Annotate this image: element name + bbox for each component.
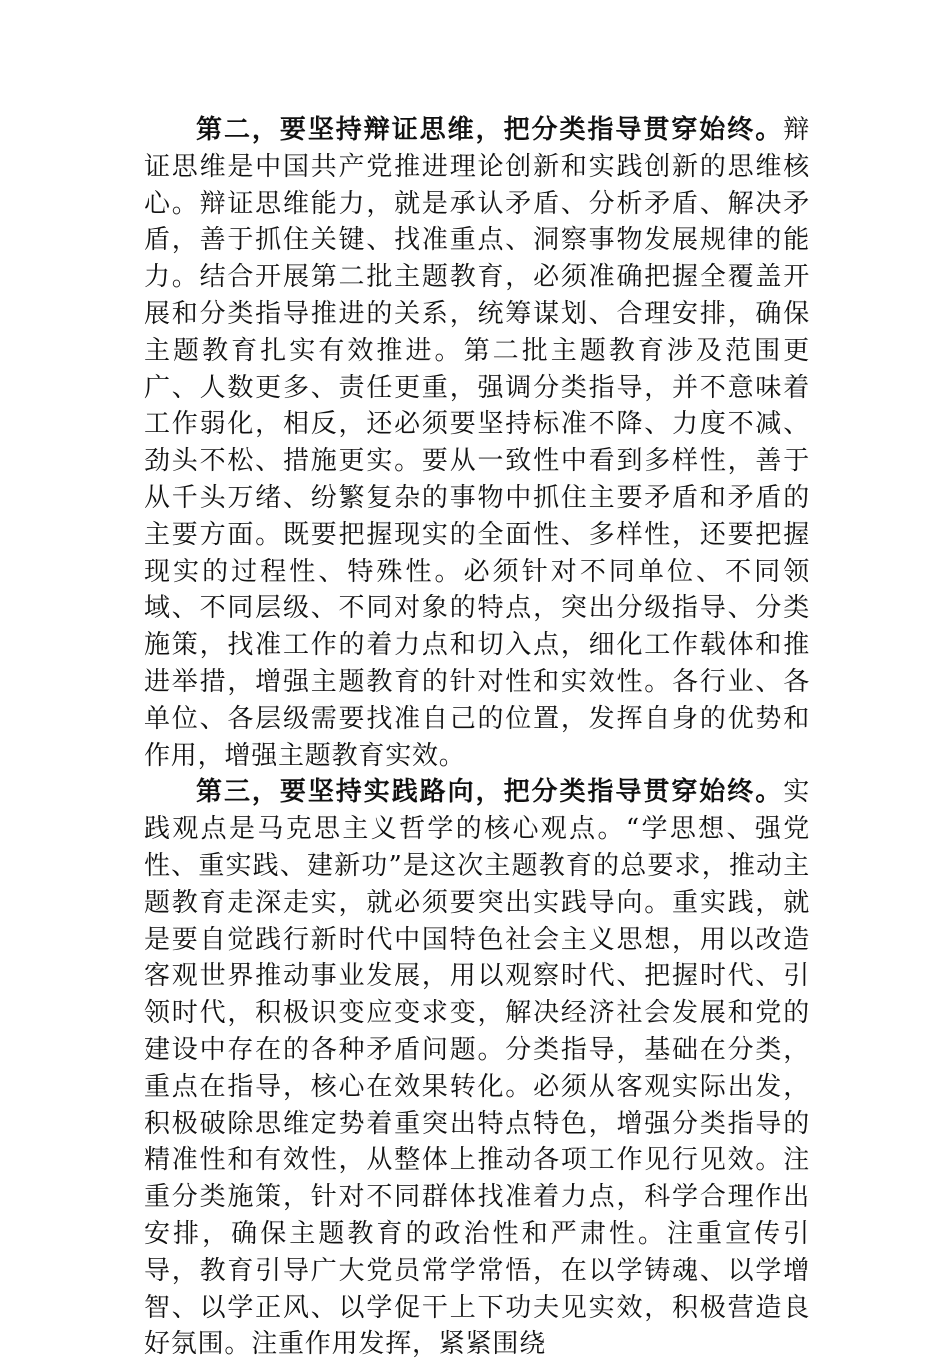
paragraph-second-point	[144, 112, 810, 774]
document-body	[144, 112, 810, 1363]
paragraph-body-text: 辩证思维是中国共产党推进理论创新和实践创新的思维核心。辩证思维能力，就是承认矛盾、分析矛盾、解决矛盾，善于抓住关键、找准重点、洞察事物发展规律的能力。结合开展第二批主题教育，必须准确把握全覆盖开展和分类指导推进的关系，统筹谋划、合理安排，确保主题教育扎实有效推进。第二批主题教育涉及范围更广、人数更多、责任更重，强调分类指导，并不意味着工作弱化，相反，还必须要坚持标准不降、力度不减、劲头不松、措施更实。要从一致性中看到多样性，善于从千头万绪、纷繁复杂的事物中抓住主要矛盾和矛盾的主要方面。既要把握现实的全面性、多样性，还要把握现实的过程性、特殊性。必须针对不同单位、不同领域、不同层级、不同对象的特点，突出分级指导、分类施策，找准工作的着力点和切入点，细化工作载体和推进举措，增强主题教育的针对性和实效性。各行业、各单位、各层级需要找准自己的位置，发挥自身的优势和作用，增强主题教育实效。	[144, 115, 810, 771]
paragraph-body-text: 实践观点是马克思主义哲学的核心观点。“学思想、强党性、重实践、建新功”是这次主题教育的总要求，推动主题教育走深走实，就必须要突出实践导向。重实践，就是要自觉践行新时代中国特色社会主义思想，用以改造客观世界推动事业发展，用以观察时代、把握时代、引领时代，积极识变应变求变，解决经济社会发展和党的建设中存在的各种矛盾问题。分类指导，基础在分类，重点在指导，核心在效果转化。必须从客观实际出发，积极破除思维定势着重突出特点特色，增强分类指导的精准性和有效性，从整体上推动各项工作见行见效。注重分类施策，针对不同群体找准着力点，科学合理作出安排，确保主题教育的政治性和严肃性。注重宣传引导，教育引导广大党员常学常悟，在以学铸魂、以学增智、以学正风、以学促干上下功夫见实效，积极营造良好氛围。注重作用发挥，紧紧围绕	[144, 777, 810, 1360]
paragraph-lead-heading: 第三，要坚持实践路向，把分类指导贯穿始终。	[196, 777, 784, 808]
paragraph-lead-heading: 第二，要坚持辩证思维，把分类指导贯穿始终。	[196, 115, 784, 145]
paragraph-third-point	[144, 774, 810, 1363]
